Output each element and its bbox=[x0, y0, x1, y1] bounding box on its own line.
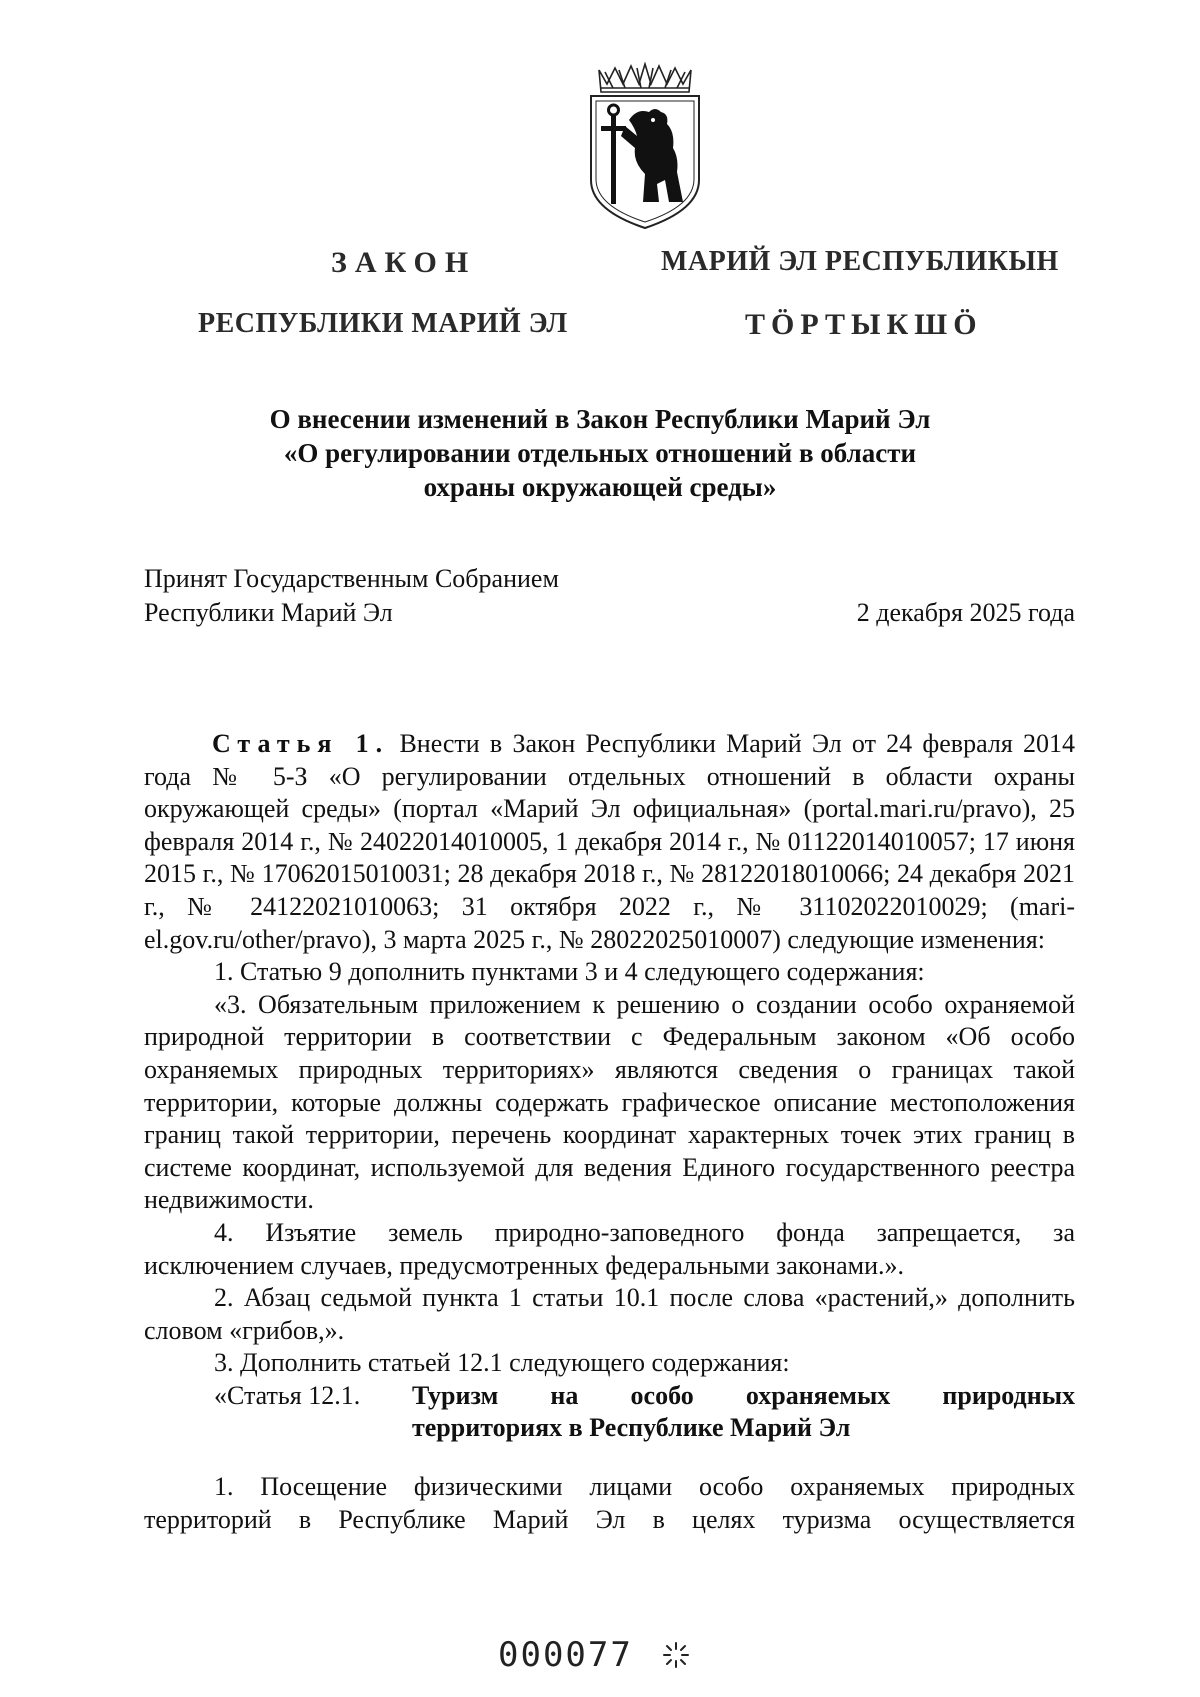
amendment-item-1-point-4: 4. Изъятие земель природно-заповедного фонда запрещается, за исключением случаев, предусмотренных федеральными законами.». bbox=[144, 1217, 1075, 1280]
amendment-item-3: 3. Дополнить статьей 12.1 следующего содержания: bbox=[214, 1348, 790, 1378]
serial-number: 000077 bbox=[498, 1635, 633, 1675]
article-1-label: Статья 1. bbox=[212, 729, 390, 758]
law-body bbox=[144, 728, 1075, 1536]
header-republic-ru: РЕСПУБЛИКИ МАРИЙ ЭЛ bbox=[198, 308, 568, 339]
security-mark-icon bbox=[661, 1640, 691, 1670]
page-footer bbox=[498, 1635, 691, 1675]
adoption-statement bbox=[144, 562, 559, 630]
article-12-1-title bbox=[412, 1380, 1075, 1445]
law-title-line: О внесении изменений в Закон Республики Марий Эл bbox=[269, 404, 931, 434]
amendment-item-1: 1. Статью 9 дополнить пунктами 3 и 4 следующего содержания: bbox=[214, 957, 925, 987]
article-12-1-label: «Статья 12.1. bbox=[214, 1380, 361, 1410]
article-12-1-point-1: 1. Посещение физическими лицами особо охраняемых природных территорий в Республике Марий Эл в целях туризма осуществляется bbox=[144, 1472, 1075, 1534]
article-1-intro-text: Внести в Закон Республики Марий Эл от 24 февраля 2014 года № 5-З «О регулировании отдельных отношений в области охраны окружающей среды» (портал «Марий Эл официальная» (portal.mari.ru/pravo), 25 февраля 2014 г., № 24022014010005, 1 декабря 2014 г., № 01122014010057; 17 июня 2015 г., № 17062015010031; 28 декабря 2018 г., № 28122018010066; 24 декабря 2021 г., № 24122021010063; 31 октября 2022 г., № 31102022010029; (mari-el.gov.ru/other/pravo), 3 марта 2025 г., № 28022025010007) следующие изменения: bbox=[144, 729, 1076, 954]
article-12-1-title-line: Туризм на особо охраняемых природных bbox=[412, 1380, 1075, 1410]
amendment-item-2: 2. Абзац седьмой пункта 1 статьи 10.1 после слова «растений,» дополнить словом «грибов,». bbox=[144, 1283, 1075, 1345]
adoption-date: 2 декабря 2025 года bbox=[856, 598, 1075, 627]
header-republic-mari: МАРИЙ ЭЛ РЕСПУБЛИКЫН bbox=[661, 246, 1059, 277]
coat-of-arms-emblem bbox=[585, 62, 705, 232]
law-title-line: охраны окружающей среды» bbox=[423, 472, 777, 502]
article-1-intro bbox=[144, 728, 1075, 956]
amendment-item-1-point-3: «3. Обязательным приложением к решению о создании особо охраняемой природной территории в соответствии с Федеральным законом «Об особо охраняемых природных территориях» являются сведения о границах такой территории, которые должны содержать графическое описание местоположения границ такой территории, перечень координат характерных точек этих границ в системе координат, используемой для ведения Единого государственного реестра недвижимости. bbox=[144, 989, 1075, 1215]
header-law-title-ru: ЗАКОН bbox=[331, 246, 477, 279]
article-12-1-title-line: территориях в Республике Марий Эл bbox=[412, 1413, 851, 1443]
law-title bbox=[150, 402, 1050, 504]
adoption-line: Принят Государственным Собранием bbox=[144, 564, 559, 593]
law-title-line: «О регулировании отдельных отношений в области bbox=[283, 438, 917, 468]
adoption-line: Республики Марий Эл bbox=[144, 598, 393, 627]
header-law-title-mari: ТӦРТЫКШӦ bbox=[745, 308, 983, 341]
article-12-1-heading bbox=[214, 1380, 1075, 1445]
